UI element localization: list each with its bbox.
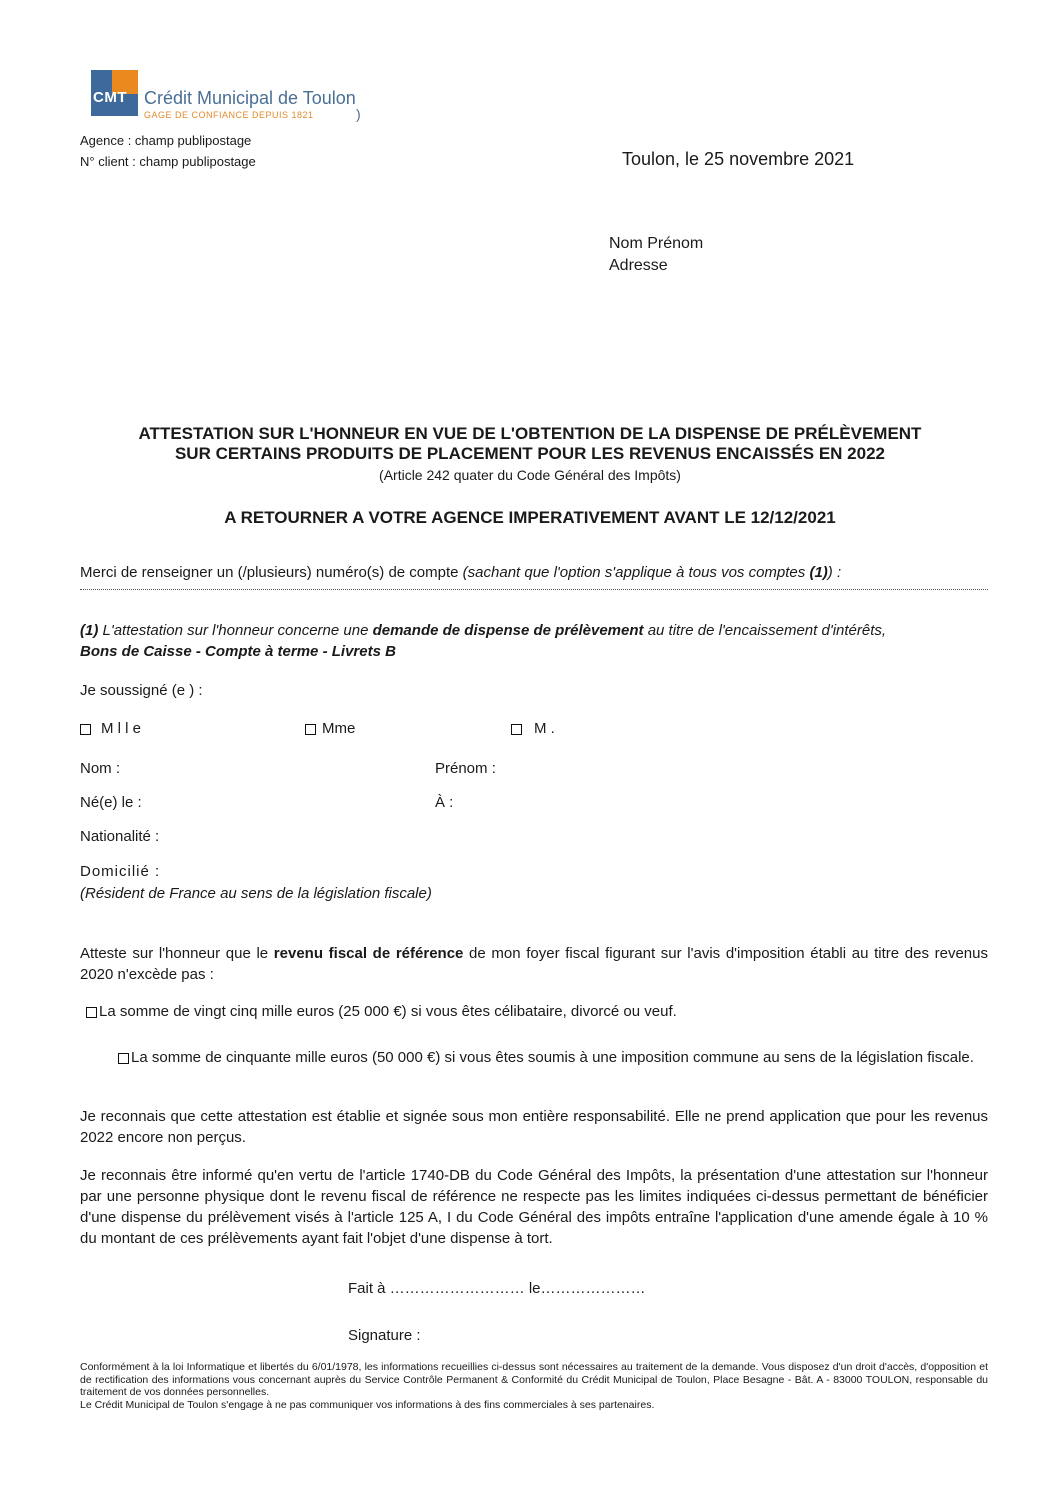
- title-line-1: ATTESTATION SUR L'HONNEUR EN VUE DE L'OBTENTION DE LA DISPENSE DE PRÉLÈVEMENT: [138, 424, 922, 443]
- nom-label: Nom :: [80, 760, 121, 777]
- title-option-m[interactable]: M .: [511, 720, 555, 737]
- return-deadline: A RETOURNER A VOTRE AGENCE IMPERATIVEMENT AVANT LE 12/12/2021: [224, 508, 836, 527]
- client-field: N° client : champ publipostage: [80, 154, 256, 169]
- domicile-label: Domicilié :: [80, 863, 161, 880]
- recipient-name: Nom Prénom: [609, 235, 704, 252]
- birthdate-label: Né(e) le :: [80, 794, 142, 811]
- account-instruction: Merci de renseigner un (/plusieurs) numéro(s) de compte (sachant que l'option s'applique à tous vos comptes (1)) :: [80, 564, 842, 581]
- agence-field: Agence : champ publipostage: [80, 133, 252, 148]
- privacy-footer: Conformément à la loi Informatique et libertés du 6/01/1978, les informations recueillies ci-dessus sont nécessaires au traitement de la demande. Vous disposez d'un droit d'accès, d'opposition et de rectification des informations vous concernant auprès du Service Contrôle Permanent & Conformité du Crédit Municipal de Toulon, Place Besagne - Bât. A - 83000 TOULON, responsable du traitement de vos données personnelles. Le Crédit Municipal de Toulon s'engage à ne pas communiquer vos informations à des fins commerciales à ses partenaires.: [80, 1361, 988, 1411]
- checkbox-icon[interactable]: [80, 724, 91, 735]
- prenom-label: Prénom :: [435, 760, 496, 777]
- attestation-paragraph: Atteste sur l'honneur que le revenu fiscal de référence de mon foyer fiscal figurant sur l'avis d'imposition établi au titre des revenus 2020 n'excède pas :: [80, 945, 988, 983]
- nationality-label: Nationalité :: [80, 828, 160, 845]
- letter-date: Toulon, le 25 novembre 2021: [622, 149, 855, 169]
- place-date-line[interactable]: Fait à ……………………… le…………………: [348, 1280, 646, 1297]
- title-article: (Article 242 quater du Code Général des Impôts): [379, 467, 681, 483]
- checkbox-icon[interactable]: [86, 1007, 97, 1018]
- logo-swoosh-icon: ): [356, 106, 361, 122]
- resident-note: (Résident de France au sens de la législation fiscale): [80, 885, 432, 902]
- income-option-2[interactable]: La somme de cinquante mille euros (50 000 €) si vous êtes soumis à une imposition commune au sens de la législation fiscale.: [118, 1047, 988, 1068]
- checkbox-icon[interactable]: [118, 1053, 129, 1064]
- title-line-2: SUR CERTAINS PRODUITS DE PLACEMENT POUR LES REVENUS ENCAISSÉS EN 2022: [174, 444, 886, 463]
- income-option-1[interactable]: La somme de vingt cinq mille euros (25 000 €) si vous êtes célibataire, divorcé ou veuf.: [86, 1003, 677, 1020]
- account-number-line[interactable]: [80, 588, 988, 590]
- checkbox-icon[interactable]: [511, 724, 522, 735]
- legal-paragraph: Je reconnais être informé qu'en vertu de l'article 1740-DB du Code Général des Impôts, la présentation d'une attestation sur l'honneur par une personne physique dont le revenu fiscal de référence ne respecte pas les limites indiquées ci-dessus permettant de bénéficier d'une dispense du prélèvement visés à l'article 125 A, I du Code Général des impôts entraîne l'application d'une amende égale à 10 % du montant de ces prélèvements ayant fait l'objet d'une dispense à tort.: [80, 1167, 988, 1247]
- responsibility-paragraph: Je reconnais que cette attestation est établie et signée sous mon entière responsabilité. Elle ne prend application que pour les revenus 2022 encore non perçus.: [80, 1108, 988, 1146]
- title-option-mme[interactable]: Mme: [305, 720, 355, 737]
- soussigne-label: Je soussigné (e ) :: [80, 682, 203, 699]
- birthplace-label: À :: [435, 794, 454, 811]
- checkbox-icon[interactable]: [305, 724, 316, 735]
- logo-name: Crédit Municipal de Toulon: [144, 88, 356, 108]
- recipient-address: Adresse: [609, 257, 668, 274]
- logo-tagline: GAGE DE CONFIANCE DEPUIS 1821: [144, 110, 314, 120]
- footnote-1: (1) L'attestation sur l'honneur concerne une demande de dispense de prélèvement au titre de l'encaissement d'intérêts, Bons de Caisse - Compte à terme - Livrets B: [80, 622, 887, 660]
- logo-initials: CMT: [93, 89, 127, 106]
- title-option-mlle[interactable]: M l l e: [80, 720, 141, 737]
- signature-label: Signature :: [348, 1327, 421, 1344]
